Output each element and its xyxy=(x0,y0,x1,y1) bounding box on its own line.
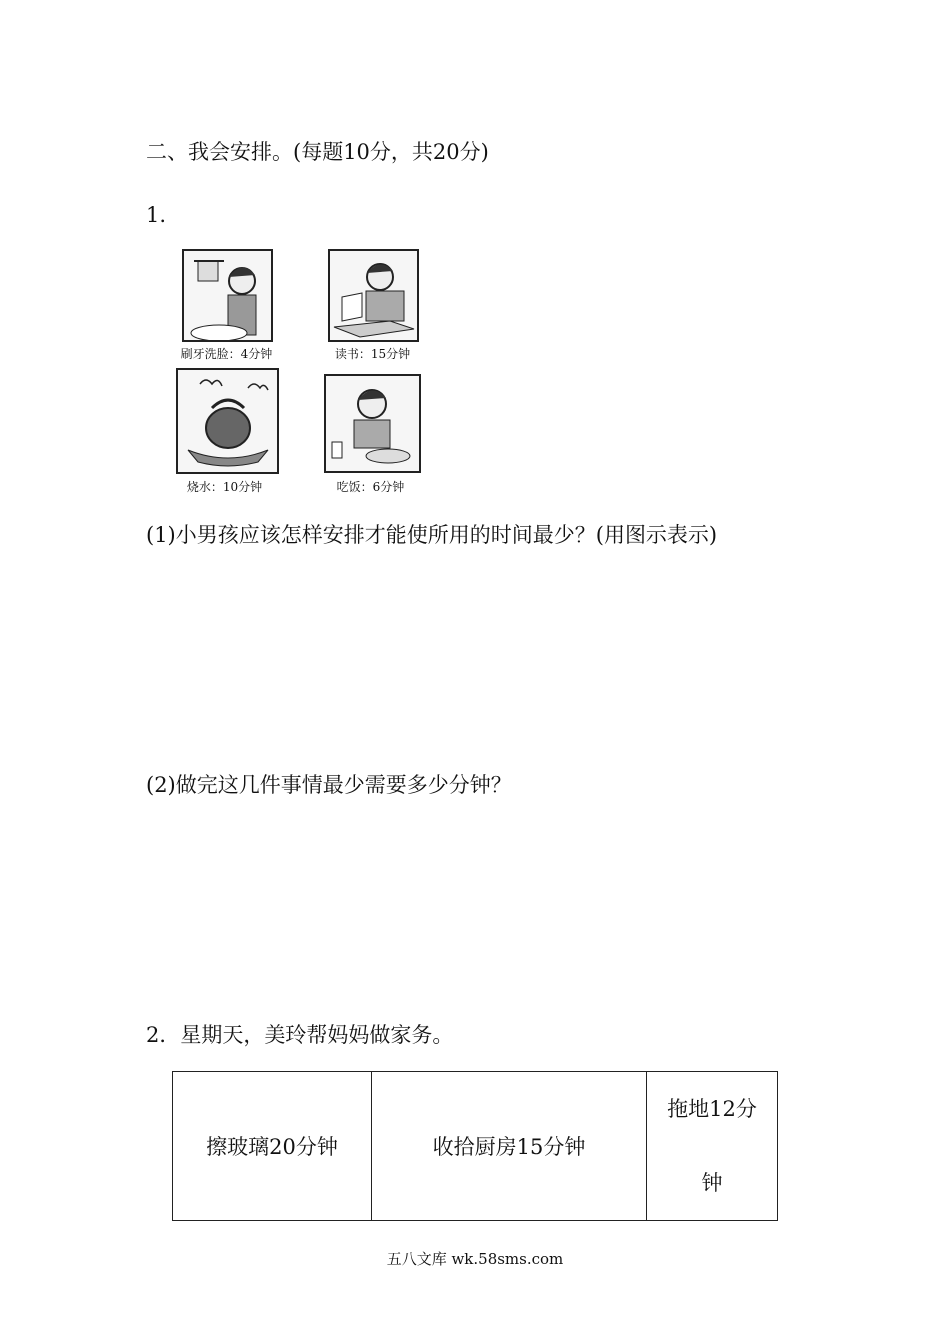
boy-reading-book-icon xyxy=(330,251,417,340)
question-1-number: 1. xyxy=(146,203,167,227)
table-row xyxy=(173,1072,778,1221)
chore-cell-line: 拖地12分 xyxy=(667,1097,757,1121)
chores-table xyxy=(172,1071,778,1221)
section-heading: 二、我会安排。(每题10分，共20分) xyxy=(146,140,489,164)
chore-cell xyxy=(647,1072,778,1221)
kettle-on-stove-icon xyxy=(178,370,277,472)
chore-cell: 擦玻璃20分钟 xyxy=(173,1072,372,1221)
chore-cell-line: 钟 xyxy=(701,1171,723,1195)
question-1-part-2: (2)做完这几件事情最少需要多少分钟？ xyxy=(146,773,512,797)
task-picture-boiling xyxy=(176,368,279,474)
question-1-part-1: (1)小男孩应该怎样安排才能使所用的时间最少？(用图示表示) xyxy=(146,523,718,547)
task-caption-eating: 吃饭：6分钟 xyxy=(336,480,405,494)
boy-brushing-teeth-icon xyxy=(184,251,271,340)
task-caption-boiling: 烧水：10分钟 xyxy=(186,480,263,494)
task-picture-eating xyxy=(324,374,421,473)
chore-cell: 收拾厨房15分钟 xyxy=(372,1072,647,1221)
boy-eating-icon xyxy=(326,376,419,471)
task-picture-reading xyxy=(328,249,419,342)
question-2-intro: 2．星期天，美玲帮妈妈做家务。 xyxy=(146,1023,454,1047)
task-picture-brushing xyxy=(182,249,273,342)
task-caption-brushing: 刷牙洗脸：4分钟 xyxy=(180,347,273,361)
task-caption-reading: 读书：15分钟 xyxy=(334,347,411,361)
footer-watermark: 五八文库 wk.58sms.com xyxy=(386,1250,564,1268)
